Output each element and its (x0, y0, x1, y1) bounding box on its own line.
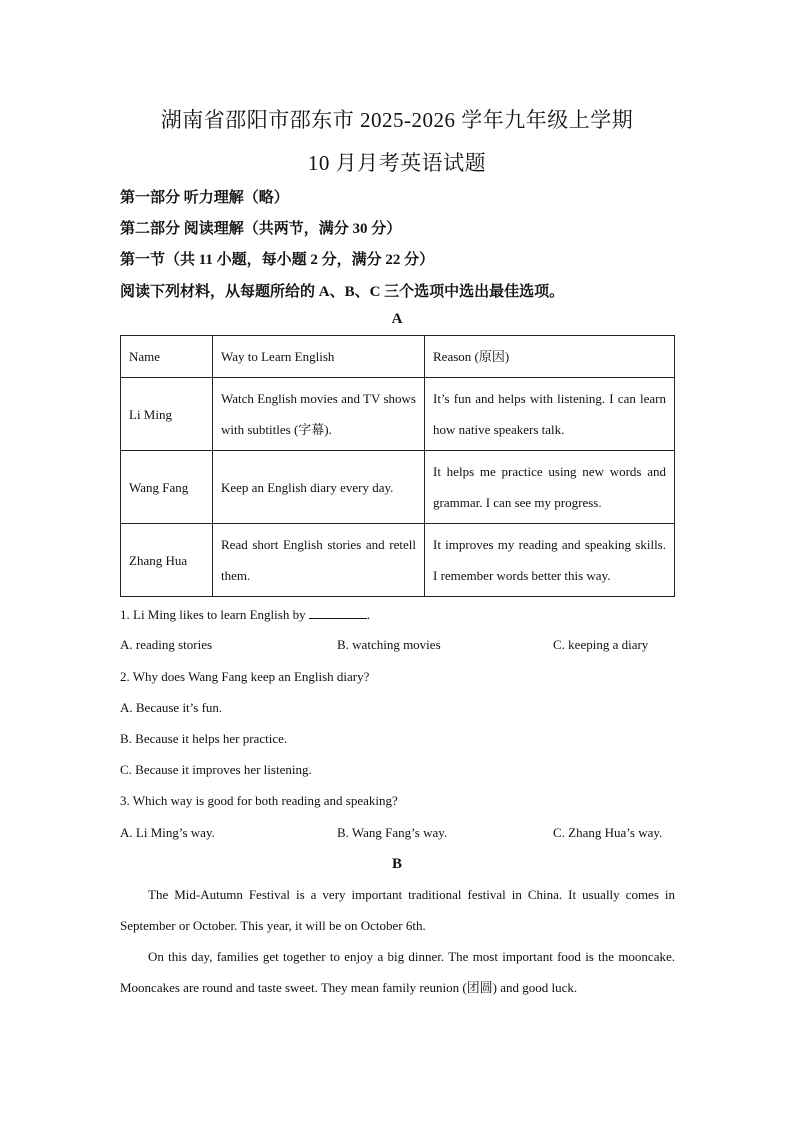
question-2-option-b: B. Because it helps her practice. (120, 731, 288, 746)
table-cell-reason: It improves my reading and speaking skills. I remember words better this way. (425, 524, 675, 597)
question-2-stem: 2. Why does Wang Fang keep an English diary? (120, 669, 370, 684)
table-cell-way: Read short English stories and retell them. (213, 524, 425, 597)
question-2-option-c: C. Because it improves her listening. (120, 762, 312, 777)
passage-b-label: B (391, 856, 402, 872)
table-row (121, 524, 675, 597)
table-row (121, 451, 675, 524)
exam-title-line1: 湖南省邵阳市邵东市 2025-2026 学年九年级上学期 (160, 108, 634, 132)
part2-heading: 第二部分 阅读理解（共两节，满分 30 分） (120, 221, 402, 237)
table-cell-name: Li Ming (121, 378, 213, 451)
instruction-text: 阅读下列材料，从每题所给的 A、B、C 三个选项中选出最佳选项。 (120, 284, 565, 300)
passage-a-label: A (391, 311, 403, 327)
table-cell-name: Zhang Hua (121, 524, 213, 597)
table-cell-way: Watch English movies and TV shows with subtitles (字幕). (213, 378, 425, 451)
question-3-option-c: C. Zhang Hua’s way. (553, 825, 663, 840)
exam-title-line2: 10 月月考英语试题 (307, 151, 487, 175)
table-cell-name: Wang Fang (121, 451, 213, 524)
header-way: Way to Learn English (213, 336, 425, 378)
question-3-option-a: A. Li Ming’s way. (120, 825, 215, 840)
question-3-stem: 3. Which way is good for both reading and speaking? (120, 793, 398, 808)
question-3-option-b: B. Wang Fang’s way. (337, 825, 448, 840)
table-cell-way: Keep an English diary every day. (213, 451, 425, 524)
passage-b-paragraph-2: On this day, families get together to enjoy a big dinner. The most important food is the mooncake. Mooncakes are round and taste sweet. They mean family reunion (团圆) and good luck. (120, 949, 675, 995)
header-name: Name (121, 336, 213, 378)
question-1-stem: 1. Li Ming likes to learn English by (120, 607, 306, 622)
learning-ways-table (120, 335, 675, 597)
table-row (121, 378, 675, 451)
section1-heading: 第一节（共 11 小题，每小题 2 分，满分 22 分） (120, 252, 435, 268)
question-1-stem-end: . (366, 607, 371, 622)
question-1-option-c: C. keeping a diary (553, 637, 649, 652)
table-cell-reason: It’s fun and helps with listening. I can learn how native speakers talk. (425, 378, 675, 451)
part1-heading: 第一部分 听力理解（略） (120, 190, 289, 206)
header-reason: Reason (原因) (425, 336, 675, 378)
passage-b-paragraph-1: The Mid-Autumn Festival is a very important traditional festival in China. It usually comes in September or October. This year, it will be on October 6th. (120, 887, 675, 933)
table-header-row (121, 336, 675, 378)
question-1-option-b: B. watching movies (337, 637, 441, 652)
table-cell-reason: It helps me practice using new words and grammar. I can see my progress. (425, 451, 675, 524)
question-1 (120, 606, 370, 623)
question-2-option-a: A. Because it’s fun. (120, 700, 223, 715)
question-1-option-a: A. reading stories (120, 637, 213, 652)
answer-blank (309, 606, 367, 619)
